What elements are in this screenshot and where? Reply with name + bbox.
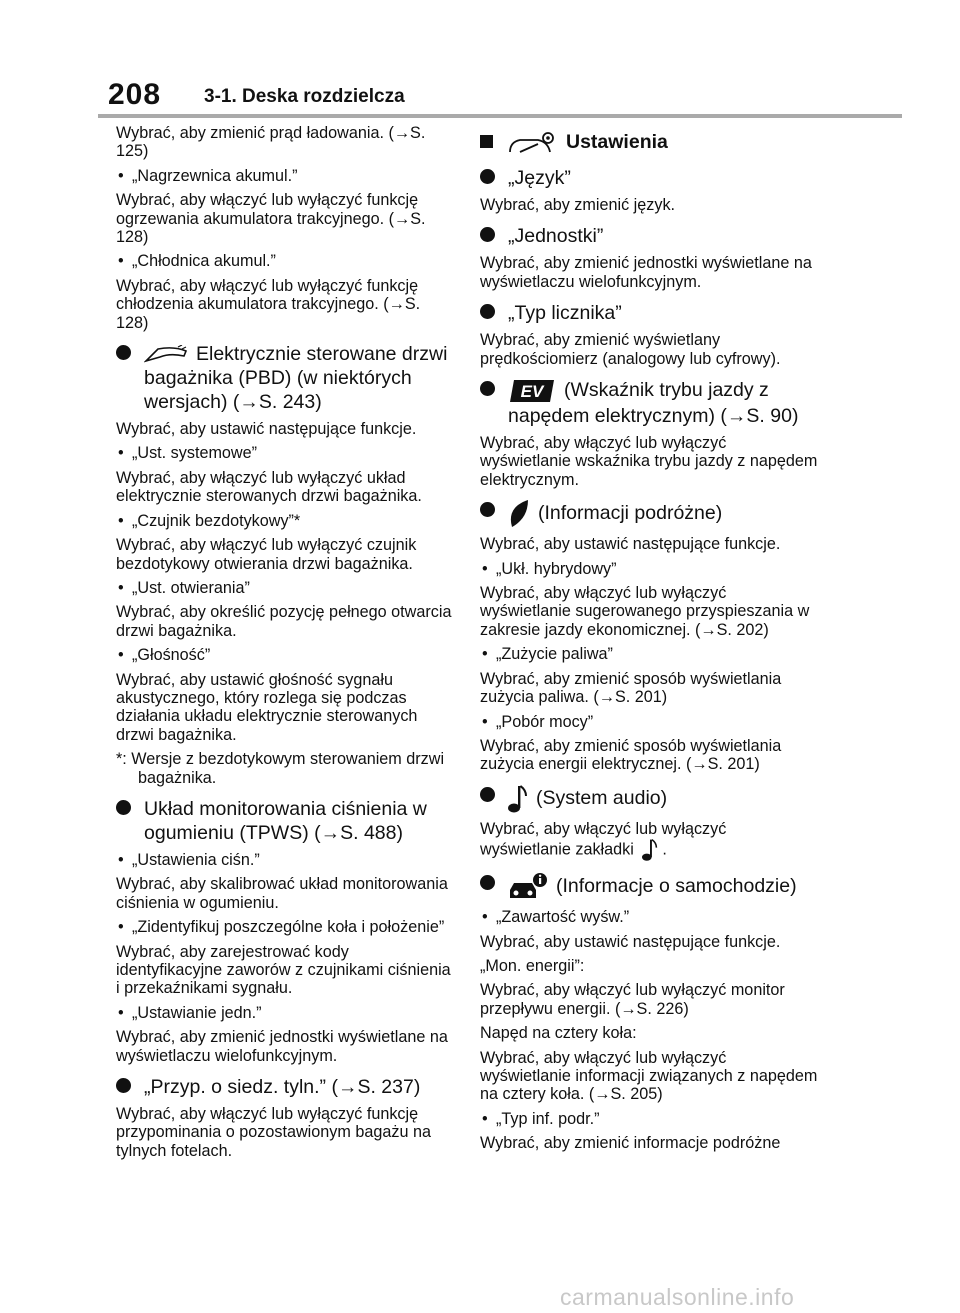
paragraph: Napęd na cztery koła: — [480, 1024, 637, 1043]
paragraph: Wybrać, aby włączyć lub wyłączyć układ elektrycznie sterowanych drzwi bagażnika. — [116, 468, 422, 506]
paragraph: Wybrać, aby włączyć lub wyłączyć czujnik bezdotykowy otwierania drzwi bagażnika. — [116, 536, 417, 573]
paragraph: Wybrać, aby włączyć lub wyłączyć wyświetlanie sugerowanego przyspieszania w zakresie jazdy ekonomicznej. (→S. 202) — [480, 584, 810, 639]
bullet-item: • „Ustawianie jedn.” — [116, 1004, 456, 1022]
paragraph-text-end: . — [662, 840, 667, 859]
bullet-item: • „Ukł. hybrydowy” — [480, 560, 820, 578]
left-column — [116, 124, 456, 1166]
paragraph: Wybrać, aby zarejestrować kody identyfikacyjne zaworów z czujnikami ciśnienia i przekaźnikami sygnału. — [116, 942, 451, 998]
paragraph: Wybrać, aby włączyć lub wyłączyć funkcję przypominania o pozostawionym bagażu na tylnych fotelach. — [116, 1105, 431, 1160]
bullet-item: • „Ust. systemowe” — [116, 444, 456, 462]
bullet-item: • „Nagrzewnica akumul.” — [116, 167, 456, 185]
section-heading-pbd — [116, 342, 456, 414]
bullet-item: • „Zużycie paliwa” — [480, 645, 820, 663]
bullet-dot-icon — [116, 1078, 131, 1093]
paragraph: Wybrać, aby ustawić następujące funkcje. — [480, 535, 781, 554]
bullet-item: • „Pobór mocy” — [480, 713, 820, 731]
footnote: *: Wersje z bezdotykowym sterowaniem drzwi bagażnika. — [116, 750, 445, 787]
section-heading-ev-indicator — [480, 378, 820, 428]
paragraph: Wybrać, aby określić pozycję pełnego otwarcia drzwi bagażnika. — [116, 603, 452, 640]
heading-text: (System audio) — [536, 786, 668, 809]
bullet-dot-icon — [480, 787, 495, 802]
music-note-icon — [642, 838, 658, 862]
page-number: 208 — [108, 78, 162, 111]
settings-car-icon — [508, 130, 558, 156]
paragraph-text: Wybrać, aby włączyć lub wyłączyć wyświetlanie zakładki — [480, 819, 727, 859]
watermark: carmanualsonline.info — [560, 1284, 795, 1310]
bullet-item: • „Głośność” — [116, 646, 456, 664]
paragraph: Wybrać, aby ustawić następujące funkcje. — [116, 420, 417, 439]
right-column — [480, 124, 820, 1159]
section-heading-tpws — [116, 797, 456, 845]
paragraph: Wybrać, aby zmienić informacje podróżne — [480, 1134, 781, 1153]
paragraph: Wybrać, aby zmienić jednostki wyświetlane na wyświetlaczu wielofunkcyjnym. — [480, 254, 812, 291]
paragraph: Wybrać, aby zmienić sposób wyświetlania zużycia energii elektrycznej. (→S. 201) — [480, 736, 782, 774]
ev-badge-icon — [508, 378, 556, 404]
bullet-dot-icon — [480, 169, 495, 184]
section-heading-vehicle-info — [480, 872, 820, 902]
section-heading-audio — [480, 784, 820, 814]
music-note-icon — [508, 784, 528, 814]
bullet-dot-icon — [116, 345, 131, 360]
paragraph: Wybrać, aby włączyć lub wyłączyć funkcję ogrzewania akumulatora trakcyjnego. (→S. 128) — [116, 191, 426, 247]
svg-text:EV: EV — [520, 382, 544, 402]
chapter-title: 3-1. Deska rozdzielcza — [204, 86, 405, 107]
heading-text: „Typ licznika” — [508, 302, 622, 325]
paragraph: Wybrać, aby zmienić sposób wyświetlania zużycia paliwa. (→S. 201) — [480, 669, 782, 707]
bullet-item: • „Chłodnica akumul.” — [116, 252, 456, 270]
heading-text: Elektrycznie sterowane drzwi bagażnika (PBD) (w niektórych wersjach) (→S. 243) — [144, 343, 448, 414]
bullet-item: • „Zawartość wyśw.” — [480, 908, 820, 926]
paragraph — [480, 820, 820, 862]
bullet-dot-icon — [480, 381, 495, 396]
heading-text: „Przyp. o siedz. tyln.” (→S. 237) — [144, 1076, 421, 1099]
bullet-dot-icon — [480, 227, 495, 242]
bullet-item: • „Ust. otwierania” — [116, 579, 456, 597]
heading-text: „Język” — [508, 167, 571, 189]
leaf-icon — [508, 499, 530, 529]
paragraph: Wybrać, aby zmienić język. — [480, 196, 676, 214]
heading-text: Układ monitorowania ciśnienia w ogumieniu (TPWS) (→S. 488) — [144, 797, 427, 844]
bullet-dot-icon — [116, 800, 131, 815]
bullet-dot-icon — [480, 304, 495, 319]
heading-text: (Informacje o samochodzie) — [556, 875, 797, 898]
paragraph: Wybrać, aby włączyć lub wyłączyć wyświetlanie informacji związanych z napędem na cztery koła. (→S. 205) — [480, 1048, 818, 1104]
bullet-square-icon — [480, 135, 493, 148]
header-rule — [98, 114, 902, 118]
paragraph: Wybrać, aby ustawić głośność sygnału akustycznego, który rozlega się podczas działania układu elektrycznie sterowanych drzwi bagażnika. — [116, 670, 418, 744]
heading-text: (Wskaźnik trybu jazdy z napędem elektrycznym) (→S. 90) — [508, 379, 799, 428]
heading-text: (Informacji podróżne) — [538, 502, 723, 525]
bullet-item: • „Zidentyfikuj poszczególne koła i położenie” — [116, 918, 456, 936]
bullet-item: • „Czujnik bezdotykowy”* — [116, 512, 456, 530]
paragraph: Wybrać, aby włączyć lub wyłączyć monitor przepływu energii. (→S. 226) — [480, 981, 785, 1018]
section-heading-units — [480, 224, 820, 248]
bullet-dot-icon — [480, 502, 495, 517]
paragraph: Wybrać, aby ustawić następujące funkcje. — [480, 932, 781, 951]
section-heading-language — [480, 166, 820, 190]
bullet-item: • „Typ inf. podr.” — [480, 1110, 820, 1128]
paragraph: Wybrać, aby włączyć lub wyłączyć wyświetlanie wskaźnika trybu jazdy z napędem elektrycznym. — [480, 434, 818, 489]
section-heading-meter — [480, 301, 820, 325]
bullet-dot-icon — [480, 875, 495, 890]
paragraph: Wybrać, aby zmienić wyświetlany prędkościomierz (analogowy lub cyfrowy). — [480, 331, 781, 368]
tailgate-icon — [144, 345, 188, 365]
paragraph: Wybrać, aby zmienić jednostki wyświetlane na wyświetlaczu wielofunkcyjnym. — [116, 1028, 448, 1065]
paragraph: „Mon. energii”: — [480, 956, 585, 975]
paragraph: Wybrać, aby skalibrować układ monitorowania ciśnienia w ogumieniu. — [116, 875, 448, 912]
bullet-item: • „Ustawienia ciśn.” — [116, 851, 456, 869]
page-header — [0, 0, 960, 120]
section-heading-rear-seat — [116, 1075, 456, 1099]
car-info-icon — [508, 872, 548, 902]
paragraph: Wybrać, aby zmienić prąd ładowania. (→S. 125) — [116, 124, 426, 161]
section-heading-trip-info — [480, 499, 820, 529]
heading-text: „Jednostki” — [508, 225, 604, 248]
paragraph: Wybrać, aby włączyć lub wyłączyć funkcję chłodzenia akumulatora trakcyjnego. (→S. 128) — [116, 276, 421, 332]
section-heading-settings — [480, 130, 820, 156]
heading-text: Ustawienia — [566, 131, 668, 154]
